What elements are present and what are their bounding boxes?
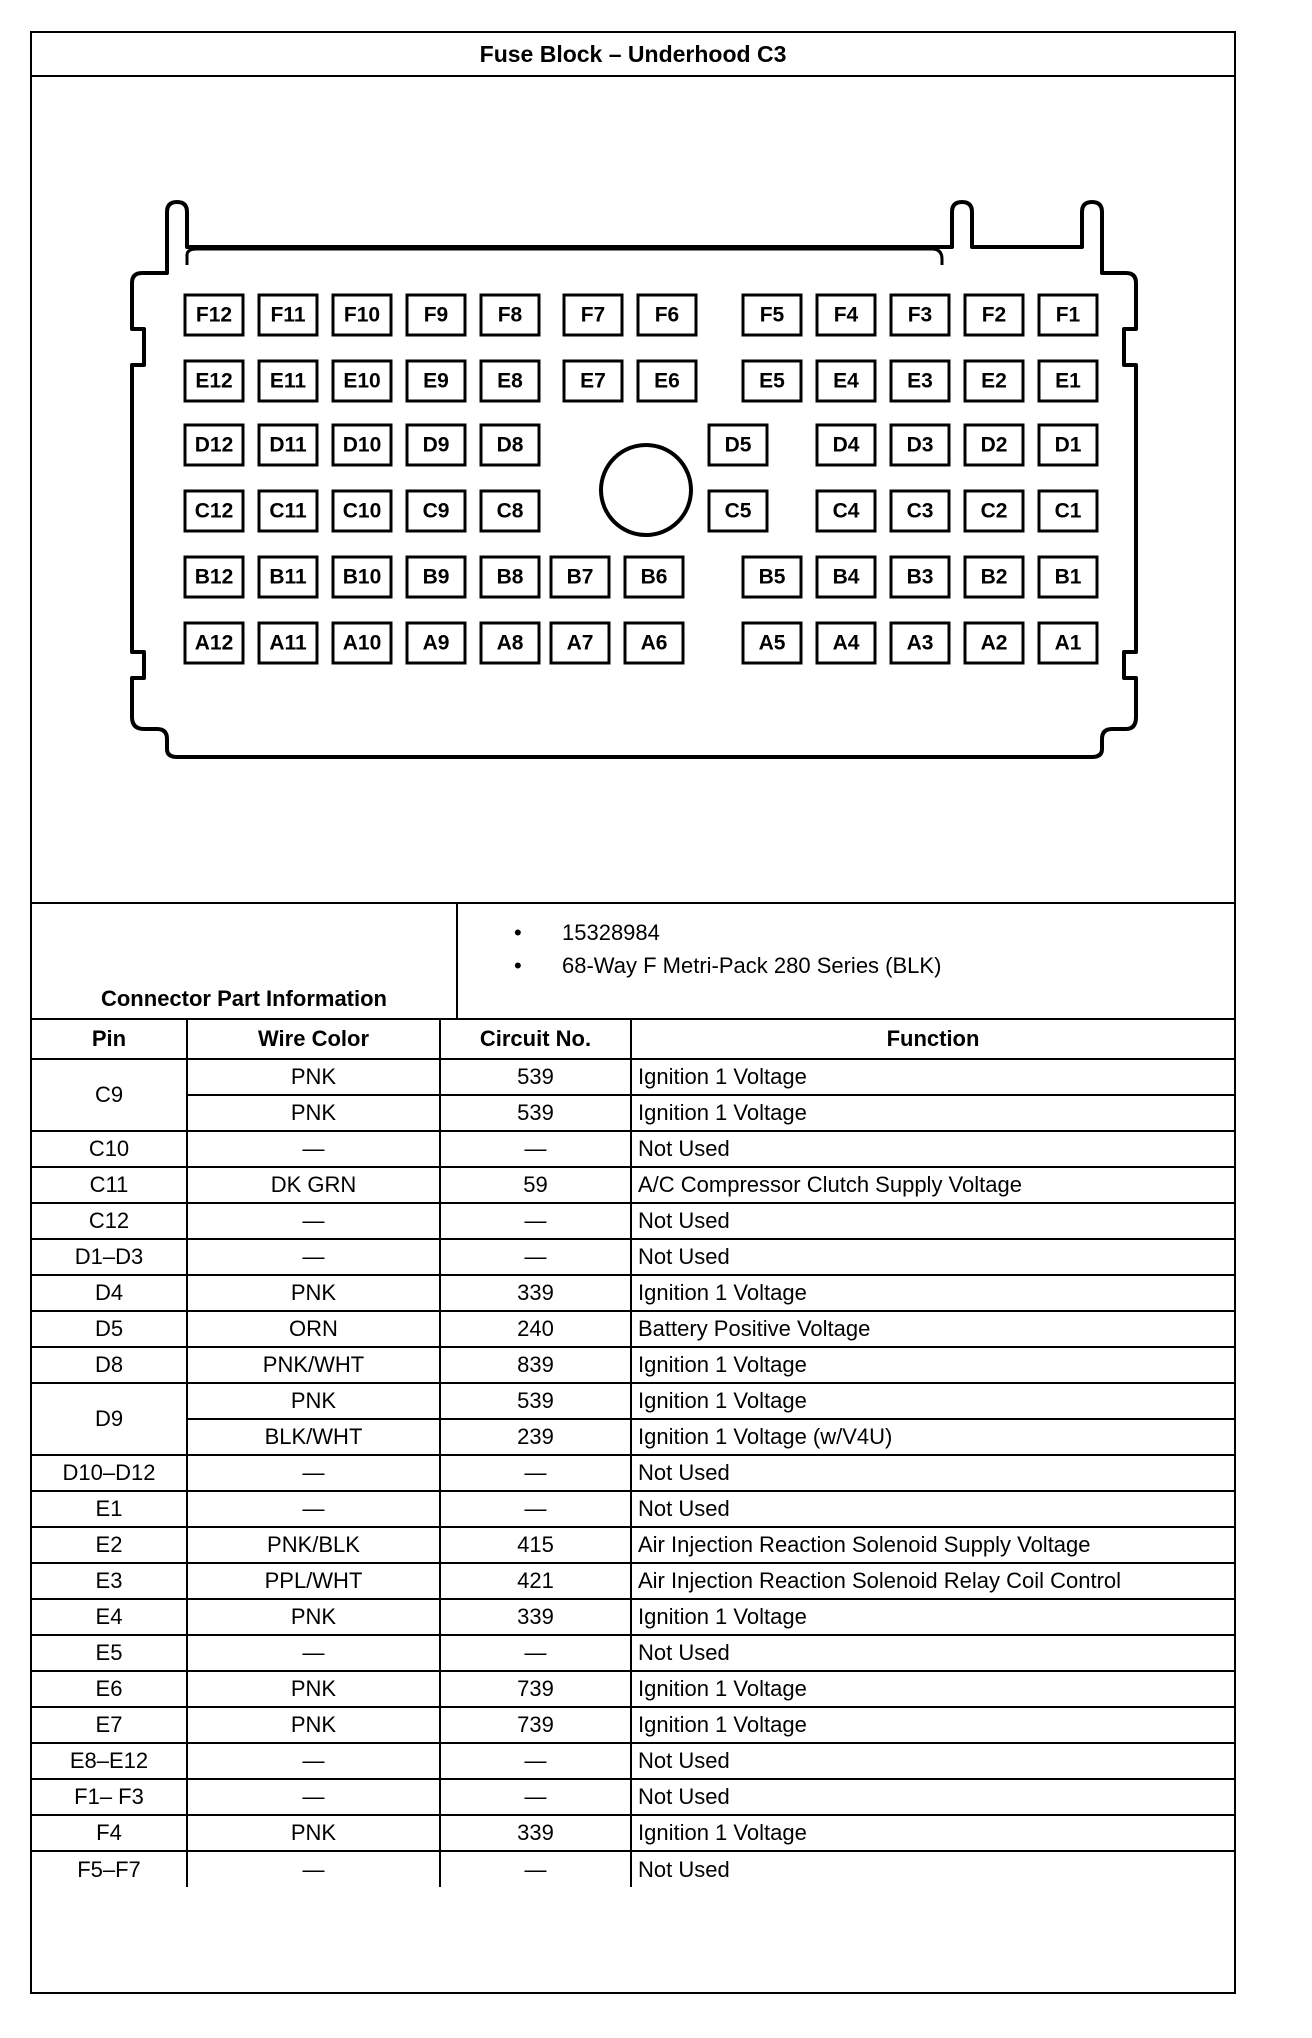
pin-cavity-label: A4 [832, 631, 860, 655]
pin-cavity-label: C3 [906, 499, 934, 523]
wire-color-cell: — [187, 1635, 440, 1671]
pin-cavity-label: C9 [422, 499, 450, 523]
pin-cavity-label: A6 [640, 631, 668, 655]
document-frame [30, 31, 1236, 1994]
circuit-cell: 240 [440, 1311, 631, 1347]
connector-info-list [514, 916, 941, 982]
pin-cavity-label: E5 [759, 369, 785, 393]
pin-cavity-label: F9 [423, 303, 449, 327]
pin-cavity-e7 [564, 361, 622, 401]
table-row [32, 1671, 1234, 1707]
pin-cavity-f5 [743, 295, 801, 335]
function-cell: Ignition 1 Voltage [631, 1707, 1234, 1743]
pin-cavity-label: A7 [566, 631, 594, 655]
circuit-cell: 739 [440, 1707, 631, 1743]
pin-cavity-label: C4 [832, 499, 860, 523]
circuit-cell: 415 [440, 1527, 631, 1563]
circuit-cell: 539 [440, 1095, 631, 1131]
wire-color-cell: DK GRN [187, 1167, 440, 1203]
pin-cavity-label: E7 [580, 369, 606, 393]
pin-cell: C12 [32, 1203, 187, 1239]
pin-cavity-label: E10 [343, 369, 381, 393]
pin-cavity-label: F8 [497, 303, 523, 327]
pin-cavity-e5 [743, 361, 801, 401]
table-row [32, 1527, 1234, 1563]
pin-cavity-b3 [891, 557, 949, 597]
pin-cavity-label: F10 [343, 303, 381, 327]
circuit-cell: 421 [440, 1563, 631, 1599]
function-cell: Battery Positive Voltage [631, 1311, 1234, 1347]
pin-cell: E4 [32, 1599, 187, 1635]
pin-cavity-e2 [965, 361, 1023, 401]
circuit-cell: — [440, 1779, 631, 1815]
pin-cavity-label: E6 [654, 369, 680, 393]
table-row [32, 1383, 1234, 1419]
pin-table [32, 1018, 1234, 1887]
pin-cavity-label: E11 [269, 369, 307, 393]
function-cell: Ignition 1 Voltage [631, 1347, 1234, 1383]
pin-cavity-f4 [817, 295, 875, 335]
table-row [32, 1851, 1234, 1887]
pin-cavity-b2 [965, 557, 1023, 597]
table-row [32, 1743, 1234, 1779]
table-row [32, 1059, 1234, 1095]
pin-cavity-f9 [407, 295, 465, 335]
pin-cavity-label: B5 [758, 565, 786, 589]
pin-cavity-a10 [333, 623, 391, 663]
pin-cavity-label: B3 [906, 565, 934, 589]
pin-cavity-b8 [481, 557, 539, 597]
circuit-cell: — [440, 1743, 631, 1779]
function-cell: Not Used [631, 1203, 1234, 1239]
pin-grid [185, 295, 1097, 663]
function-cell: Not Used [631, 1743, 1234, 1779]
function-cell: Not Used [631, 1491, 1234, 1527]
pin-cavity-b7 [551, 557, 609, 597]
pin-cavity-f6 [638, 295, 696, 335]
pin-cavity-c12 [185, 491, 243, 531]
pin-cavity-label: A8 [496, 631, 524, 655]
pin-cavity-label: E4 [833, 369, 859, 393]
pin-cavity-c8 [481, 491, 539, 531]
pin-cavity-label: D8 [496, 433, 524, 457]
table-row [32, 1239, 1234, 1275]
table-row [32, 1347, 1234, 1383]
pin-cavity-label: F4 [833, 303, 859, 327]
pin-cell: F5–F7 [32, 1851, 187, 1887]
pin-cavity-label: F11 [270, 303, 306, 327]
pin-cell: C9 [32, 1059, 187, 1131]
table-row [32, 1599, 1234, 1635]
pin-cavity-label: A5 [758, 631, 786, 655]
pin-cavity-label: E3 [907, 369, 933, 393]
header-circuit-no: Circuit No. [440, 1019, 631, 1059]
wire-color-cell: — [187, 1743, 440, 1779]
table-row [32, 1167, 1234, 1203]
pin-cavity-d11 [259, 425, 317, 465]
pin-cavity-label: A9 [422, 631, 450, 655]
bullet-icon: • [514, 920, 522, 945]
pin-cavity-label: D2 [980, 433, 1008, 457]
wire-color-cell: BLK/WHT [187, 1419, 440, 1455]
function-cell: Ignition 1 Voltage [631, 1059, 1234, 1095]
table-row [32, 1815, 1234, 1851]
table-row [32, 1311, 1234, 1347]
pin-cavity-d2 [965, 425, 1023, 465]
pin-cavity-f12 [185, 295, 243, 335]
pin-cavity-e4 [817, 361, 875, 401]
circuit-cell: — [440, 1239, 631, 1275]
circuit-cell: 59 [440, 1167, 631, 1203]
pin-cavity-b11 [259, 557, 317, 597]
wire-color-cell: — [187, 1203, 440, 1239]
function-cell: Ignition 1 Voltage (w/V4U) [631, 1419, 1234, 1455]
pin-cavity-label: C2 [980, 499, 1008, 523]
pin-cavity-label: D11 [269, 433, 307, 457]
pin-cavity-a7 [551, 623, 609, 663]
pin-cell: F1– F3 [32, 1779, 187, 1815]
header-wire-color: Wire Color [187, 1019, 440, 1059]
wire-color-cell: PNK [187, 1599, 440, 1635]
pin-cavity-label: E9 [423, 369, 449, 393]
connector-part-info [32, 902, 1234, 1018]
function-cell: Not Used [631, 1779, 1234, 1815]
pin-cell: D10–D12 [32, 1455, 187, 1491]
circuit-cell: — [440, 1131, 631, 1167]
pin-cavity-e1 [1039, 361, 1097, 401]
function-cell: Not Used [631, 1455, 1234, 1491]
pin-cavity-label: C11 [269, 499, 307, 523]
table-row [32, 1131, 1234, 1167]
pin-cavity-c2 [965, 491, 1023, 531]
pin-cavity-a4 [817, 623, 875, 663]
function-cell: Not Used [631, 1851, 1234, 1887]
table-row [32, 1455, 1234, 1491]
function-cell: Ignition 1 Voltage [631, 1671, 1234, 1707]
function-cell: Air Injection Reaction Solenoid Relay Coil Control [631, 1563, 1234, 1599]
pin-cavity-label: D3 [906, 433, 934, 457]
circuit-cell: 339 [440, 1815, 631, 1851]
pin-cavity-b5 [743, 557, 801, 597]
wire-color-cell: — [187, 1851, 440, 1887]
pin-cavity-label: F1 [1055, 303, 1081, 327]
pin-cavity-label: E8 [497, 369, 523, 393]
pin-cavity-label: A10 [342, 631, 382, 655]
pin-cell: E7 [32, 1707, 187, 1743]
pin-cavity-a2 [965, 623, 1023, 663]
pin-cavity-label: F3 [907, 303, 933, 327]
connector-info-details [458, 904, 1234, 1018]
pin-cavity-b12 [185, 557, 243, 597]
function-cell: Not Used [631, 1239, 1234, 1275]
pin-cavity-label: E2 [981, 369, 1007, 393]
table-row [32, 1635, 1234, 1671]
table-row [32, 1419, 1234, 1455]
pin-cavity-e11 [259, 361, 317, 401]
circuit-cell: 239 [440, 1419, 631, 1455]
pin-cavity-c1 [1039, 491, 1097, 531]
table-row [32, 1563, 1234, 1599]
pin-cell: D4 [32, 1275, 187, 1311]
pin-cavity-label: D12 [194, 433, 234, 457]
function-cell: Air Injection Reaction Solenoid Supply Voltage [631, 1527, 1234, 1563]
connector-housing-inner [187, 249, 942, 265]
function-cell: Ignition 1 Voltage [631, 1095, 1234, 1131]
circuit-cell: 539 [440, 1383, 631, 1419]
pin-cell: E5 [32, 1635, 187, 1671]
wire-color-cell: PNK [187, 1275, 440, 1311]
pin-table-header [32, 1019, 1234, 1059]
circuit-cell: — [440, 1455, 631, 1491]
pin-cavity-label: B11 [269, 565, 307, 589]
wire-color-cell: — [187, 1779, 440, 1815]
pin-cell: F4 [32, 1815, 187, 1851]
pin-cavity-d1 [1039, 425, 1097, 465]
pin-cell: C10 [32, 1131, 187, 1167]
table-row [32, 1707, 1234, 1743]
pin-cavity-label: B1 [1054, 565, 1082, 589]
pin-table-body [32, 1059, 1234, 1887]
wire-color-cell: PPL/WHT [187, 1563, 440, 1599]
pin-cell: E8–E12 [32, 1743, 187, 1779]
pin-cavity-d8 [481, 425, 539, 465]
pin-cavity-label: B8 [496, 565, 524, 589]
pin-cell: E3 [32, 1563, 187, 1599]
circuit-cell: 839 [440, 1347, 631, 1383]
header-function: Function [631, 1019, 1234, 1059]
pin-cavity-b10 [333, 557, 391, 597]
wire-color-cell: PNK [187, 1671, 440, 1707]
pin-cavity-d5 [709, 425, 767, 465]
circuit-cell: — [440, 1635, 631, 1671]
function-cell: A/C Compressor Clutch Supply Voltage [631, 1167, 1234, 1203]
pin-cavity-label: D5 [724, 433, 752, 457]
pin-cavity-label: B9 [422, 565, 450, 589]
wire-color-cell: PNK [187, 1815, 440, 1851]
pin-cavity-label: F6 [654, 303, 680, 327]
pin-cavity-a11 [259, 623, 317, 663]
pin-cavity-a1 [1039, 623, 1097, 663]
pin-cavity-label: D1 [1054, 433, 1082, 457]
function-cell: Ignition 1 Voltage [631, 1275, 1234, 1311]
pin-cavity-f3 [891, 295, 949, 335]
pin-cavity-e10 [333, 361, 391, 401]
circuit-cell: — [440, 1491, 631, 1527]
pin-cavity-a12 [185, 623, 243, 663]
pin-cavity-label: B7 [566, 565, 594, 589]
wire-color-cell: ORN [187, 1311, 440, 1347]
pin-cavity-d10 [333, 425, 391, 465]
table-row [32, 1491, 1234, 1527]
pin-cavity-e8 [481, 361, 539, 401]
pin-cell: E6 [32, 1671, 187, 1707]
circuit-cell: — [440, 1203, 631, 1239]
pin-cell: E2 [32, 1527, 187, 1563]
pin-cavity-label: F5 [759, 303, 785, 327]
pin-cavity-label: C1 [1054, 499, 1082, 523]
connector-info-label-cell [32, 904, 458, 1018]
pin-cavity-f7 [564, 295, 622, 335]
pin-cavity-e3 [891, 361, 949, 401]
pin-cavity-label: C10 [342, 499, 382, 523]
connector-housing-outline [132, 202, 1136, 757]
pin-cavity-a3 [891, 623, 949, 663]
pin-cavity-label: F12 [195, 303, 233, 327]
connector-diagram [32, 77, 1234, 902]
pin-cell: D8 [32, 1347, 187, 1383]
pin-cavity-label: C5 [724, 499, 752, 523]
pin-cavity-a9 [407, 623, 465, 663]
wire-color-cell: PNK [187, 1095, 440, 1131]
pin-cavity-c9 [407, 491, 465, 531]
wire-color-cell: PNK [187, 1383, 440, 1419]
header-pin: Pin [32, 1019, 187, 1059]
pin-cavity-c5 [709, 491, 767, 531]
pin-cell: E1 [32, 1491, 187, 1527]
pin-cavity-a5 [743, 623, 801, 663]
circuit-cell: 739 [440, 1671, 631, 1707]
pin-cavity-label: F7 [580, 303, 606, 327]
wire-color-cell: — [187, 1455, 440, 1491]
wire-color-cell: PNK/WHT [187, 1347, 440, 1383]
pin-cavity-c4 [817, 491, 875, 531]
wire-color-cell: — [187, 1239, 440, 1275]
pin-cavity-d4 [817, 425, 875, 465]
pin-cavity-e12 [185, 361, 243, 401]
pin-cavity-label: C8 [496, 499, 524, 523]
pin-cavity-label: A3 [906, 631, 934, 655]
pin-cavity-b6 [625, 557, 683, 597]
pin-cavity-label: D10 [342, 433, 382, 457]
pin-cavity-label: B6 [640, 565, 668, 589]
pin-cavity-c3 [891, 491, 949, 531]
pin-cavity-label: B12 [194, 565, 234, 589]
function-cell: Ignition 1 Voltage [631, 1383, 1234, 1419]
pin-cavity-f2 [965, 295, 1023, 335]
pin-cell: D1–D3 [32, 1239, 187, 1275]
bullet-icon: • [514, 953, 522, 978]
pin-cavity-e6 [638, 361, 696, 401]
pin-cavity-label: F2 [981, 303, 1007, 327]
pin-cavity-d9 [407, 425, 465, 465]
pin-cavity-label: E1 [1055, 369, 1081, 393]
pin-cavity-e9 [407, 361, 465, 401]
pin-cavity-c10 [333, 491, 391, 531]
connector-face-drawing [32, 77, 1234, 902]
pin-cavity-label: B10 [342, 565, 382, 589]
pin-cavity-label: B2 [980, 565, 1008, 589]
circuit-cell: 539 [440, 1059, 631, 1095]
function-cell: Ignition 1 Voltage [631, 1815, 1234, 1851]
pin-cavity-f11 [259, 295, 317, 335]
pin-cavity-label: A12 [194, 631, 234, 655]
pin-cell: C11 [32, 1167, 187, 1203]
circuit-cell: 339 [440, 1599, 631, 1635]
connector-info-item: • 68-Way F Metri-Pack 280 Series (BLK) [514, 949, 941, 982]
pin-cavity-a6 [625, 623, 683, 663]
wire-color-cell: PNK [187, 1059, 440, 1095]
connector-info-item: • 15328984 [514, 916, 941, 949]
pin-cavity-label: A11 [269, 631, 307, 655]
circuit-cell: 339 [440, 1275, 631, 1311]
function-cell: Not Used [631, 1131, 1234, 1167]
pin-cavity-label: E12 [195, 369, 233, 393]
wire-color-cell: PNK [187, 1707, 440, 1743]
polarization-key-circle [601, 445, 691, 535]
pin-cavity-label: B4 [832, 565, 860, 589]
pin-cavity-d3 [891, 425, 949, 465]
circuit-cell: — [440, 1851, 631, 1887]
table-row [32, 1275, 1234, 1311]
pin-cell: D5 [32, 1311, 187, 1347]
wire-color-cell: — [187, 1131, 440, 1167]
pin-cell: D9 [32, 1383, 187, 1455]
wire-color-cell: — [187, 1491, 440, 1527]
pin-cavity-label: A1 [1054, 631, 1082, 655]
pin-cavity-a8 [481, 623, 539, 663]
pin-cavity-label: C12 [194, 499, 234, 523]
pin-cavity-f1 [1039, 295, 1097, 335]
pin-cavity-label: D4 [832, 433, 860, 457]
pin-cavity-f10 [333, 295, 391, 335]
function-cell: Not Used [631, 1635, 1234, 1671]
wire-color-cell: PNK/BLK [187, 1527, 440, 1563]
pin-cavity-b9 [407, 557, 465, 597]
connector-info-label: Connector Part Information [100, 986, 387, 1011]
table-row [32, 1095, 1234, 1131]
table-row [32, 1203, 1234, 1239]
pin-cavity-c11 [259, 491, 317, 531]
pin-cavity-label: A2 [980, 631, 1008, 655]
pin-cavity-label: D9 [422, 433, 450, 457]
table-row [32, 1779, 1234, 1815]
function-cell: Ignition 1 Voltage [631, 1599, 1234, 1635]
pin-cavity-b4 [817, 557, 875, 597]
pin-cavity-b1 [1039, 557, 1097, 597]
pin-cavity-d12 [185, 425, 243, 465]
pin-cavity-f8 [481, 295, 539, 335]
page-title: Fuse Block – Underhood C3 [32, 33, 1234, 77]
